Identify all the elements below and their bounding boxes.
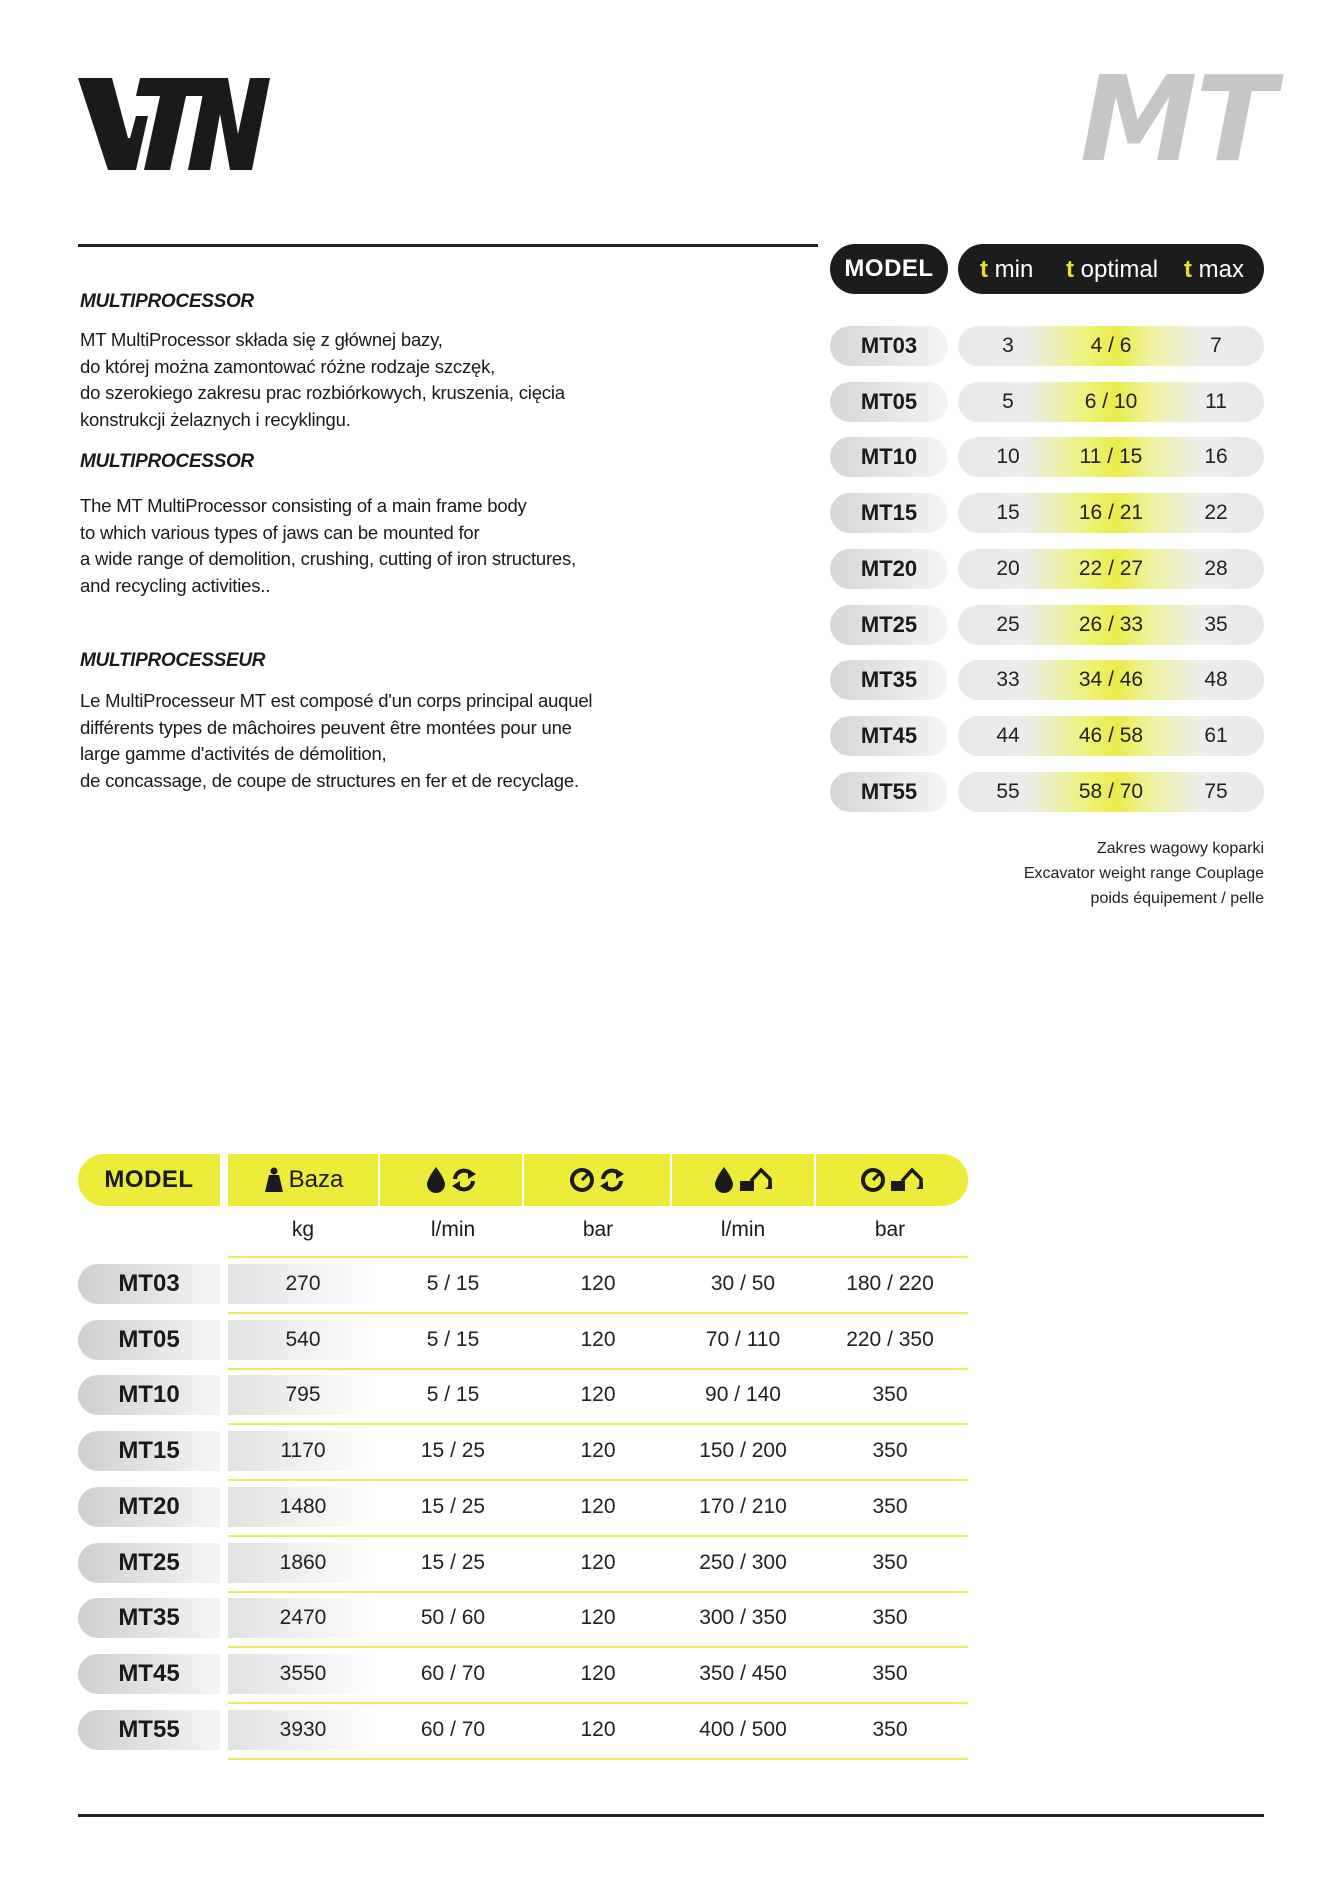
unit-flow-rotation: l/min: [430, 1218, 476, 1241]
min-label: min: [994, 256, 1034, 283]
cell-flow-rotation: 50 / 60: [420, 1606, 486, 1630]
description-line: to which various types of jaws can be mounted for: [80, 521, 480, 543]
spec-table-row: [78, 1592, 968, 1644]
weight-table-row: [830, 716, 1264, 756]
row-model: MT05: [830, 382, 948, 422]
row-range: [958, 716, 1264, 756]
row-range: [958, 605, 1264, 645]
spec-table-row: [78, 1481, 968, 1533]
cell-pressure-rotation: 120: [580, 1494, 616, 1518]
spec-header-flow-excavator: [672, 1154, 814, 1206]
cell-pressure-excavator: 220 / 350: [846, 1327, 934, 1351]
cell-flow-rotation: 60 / 70: [420, 1717, 486, 1741]
row-model: MT15: [830, 493, 948, 533]
cell-t-min: 55: [996, 779, 1020, 803]
cell-t-max: 28: [1204, 556, 1228, 580]
row-model: MT35: [78, 1598, 220, 1638]
cell-weight-kg: 3550: [279, 1661, 327, 1685]
cell-flow-excavator: 170 / 210: [699, 1494, 787, 1518]
spec-header-flow-rotation: [380, 1154, 522, 1206]
cell-t-optimal: 34 / 46: [1078, 668, 1144, 692]
cell-weight-kg: 795: [285, 1383, 321, 1407]
row-divider: [228, 1758, 968, 1760]
row-range: [958, 493, 1264, 533]
cell-t-min: 15: [996, 501, 1020, 525]
weight-table-row: [830, 660, 1264, 700]
cell-pressure-excavator: 350: [872, 1717, 908, 1741]
row-range: [958, 660, 1264, 700]
cell-flow-excavator: 150 / 200: [699, 1439, 787, 1463]
cell-flow-excavator: 30 / 50: [710, 1272, 776, 1295]
weight-icon: [263, 1167, 285, 1193]
cell-pressure-rotation: 120: [580, 1550, 616, 1574]
row-model: MT03: [830, 326, 948, 366]
cell-t-min: 44: [996, 723, 1020, 747]
description-line: a wide range of demolition, crushing, cutting of iron structures,: [80, 548, 577, 569]
cell-t-optimal: 22 / 27: [1078, 556, 1144, 580]
spec-header-pressure-rotation: [524, 1154, 670, 1206]
cell-flow-excavator: 250 / 300: [699, 1550, 787, 1574]
weight-table-row: [830, 326, 1264, 366]
spec-table-row: [78, 1314, 968, 1366]
unit-pressure-excavator: bar: [874, 1218, 906, 1241]
weight-table-row: [830, 549, 1264, 589]
description-line: différents types de mâchoires peuvent être montées pour une: [80, 716, 572, 738]
row-model: MT55: [830, 772, 948, 812]
row-model: MT45: [830, 716, 948, 756]
spec-table-row: [78, 1258, 968, 1310]
description-line: do szerokiego zakresu prac rozbiórkowych, kruszenia, cięcia: [80, 382, 565, 403]
cell-t-optimal: 46 / 58: [1078, 723, 1144, 747]
bottom-divider: [78, 1814, 1264, 1817]
cell-flow-rotation: 60 / 70: [420, 1661, 486, 1685]
row-range: [958, 772, 1264, 812]
spec-table-row: [78, 1425, 968, 1477]
description-line: and recycling activities..: [80, 574, 271, 596]
description-body-fr: [80, 688, 700, 794]
cell-t-optimal: 16 / 21: [1078, 501, 1144, 525]
cell-flow-excavator: 400 / 500: [699, 1717, 787, 1741]
row-model: MT10: [78, 1375, 220, 1415]
spec-header-weight: [228, 1154, 378, 1206]
row-model: MT55: [78, 1710, 220, 1750]
cell-t-min: 3: [1002, 334, 1014, 357]
cell-t-max: 7: [1210, 334, 1222, 357]
header-t-max: [1184, 256, 1244, 284]
cell-t-optimal: 11 / 15: [1079, 445, 1143, 469]
cell-flow-excavator: 300 / 350: [699, 1606, 787, 1630]
row-model: MT15: [78, 1431, 220, 1471]
cell-weight-kg: 540: [285, 1327, 321, 1351]
pressure-gauge-icon: [860, 1167, 886, 1193]
rotation-icon: [599, 1167, 625, 1193]
cell-pressure-excavator: 350: [872, 1383, 908, 1407]
unit-weight: kg: [291, 1218, 315, 1241]
spec-table-row: [78, 1537, 968, 1589]
cell-pressure-rotation: 120: [580, 1272, 616, 1295]
weight-table-row: [830, 772, 1264, 812]
cell-t-optimal: 26 / 33: [1078, 612, 1144, 636]
cell-pressure-rotation: 120: [580, 1439, 616, 1463]
cell-weight-kg: 1860: [279, 1550, 327, 1574]
spec-table-row: [78, 1369, 968, 1421]
header-t-optimal: [1066, 256, 1158, 284]
cell-t-min: 25: [996, 612, 1020, 636]
description-title-en: MULTIPROCESSOR: [80, 451, 254, 472]
brand-logo: [78, 78, 270, 170]
cell-pressure-rotation: 120: [580, 1327, 616, 1351]
cell-weight-kg: 270: [285, 1272, 321, 1295]
cell-t-min: 33: [996, 668, 1020, 692]
row-model: MT20: [78, 1487, 220, 1527]
description-line: konstrukcji żelaznych i recyklingu.: [80, 408, 351, 430]
caption-line: poids équipement / pelle: [1090, 890, 1264, 907]
description-title-pl: MULTIPROCESSOR: [80, 291, 254, 312]
cell-flow-excavator: 350 / 450: [699, 1661, 787, 1685]
pressure-gauge-icon: [569, 1167, 595, 1193]
cell-pressure-rotation: 120: [580, 1717, 616, 1741]
cell-pressure-rotation: 120: [580, 1606, 616, 1630]
cell-t-max: 11: [1205, 389, 1227, 413]
cell-weight-kg: 1170: [280, 1439, 326, 1463]
t-prefix: t: [1184, 256, 1192, 283]
cell-weight-kg: 2470: [279, 1606, 327, 1630]
description-line: The MT MultiProcessor consisting of a main frame body: [80, 495, 527, 516]
row-model: MT20: [830, 549, 948, 589]
cell-t-min: 20: [996, 556, 1020, 580]
cell-flow-rotation: 15 / 25: [420, 1494, 486, 1518]
spec-header-model: MODEL: [78, 1154, 220, 1206]
description-line: MT MultiProcessor składa się z głównej bazy,: [80, 329, 443, 350]
description-line: Le MultiProcesseur MT est composé d'un corps principal auquel: [80, 690, 593, 711]
cell-pressure-excavator: 350: [872, 1494, 908, 1518]
row-model: MT25: [830, 605, 948, 645]
weight-table-row: [830, 382, 1264, 422]
cell-pressure-excavator: 350: [872, 1661, 908, 1685]
description-body-pl: [80, 327, 700, 433]
row-model: MT03: [78, 1264, 220, 1304]
cell-flow-rotation: 15 / 25: [420, 1550, 486, 1574]
product-code: MT: [1080, 50, 1274, 188]
weight-table-caption: [960, 836, 1264, 911]
weight-table-row: [830, 437, 1264, 477]
cell-weight-kg: 3930: [279, 1717, 327, 1741]
caption-line: Zakres wagowy koparki: [1096, 840, 1264, 857]
excavator-icon: [739, 1167, 773, 1193]
row-range: [958, 549, 1264, 589]
cell-t-max: 61: [1204, 723, 1228, 747]
optimal-label: optimal: [1080, 256, 1159, 283]
spec-header-pressure-excavator: [816, 1154, 968, 1206]
description-line: de concassage, de coupe de structures en fer et de recyclage.: [80, 769, 579, 791]
cell-t-optimal: 6 / 10: [1084, 389, 1138, 413]
row-model: MT10: [830, 437, 948, 477]
cell-flow-excavator: 90 / 140: [705, 1383, 781, 1407]
cell-t-max: 48: [1204, 668, 1228, 692]
cell-t-min: 5: [1002, 389, 1014, 413]
oil-drop-icon: [425, 1166, 447, 1194]
description-body-en: [80, 493, 700, 599]
header-t-min: [980, 256, 1033, 284]
cell-t-optimal: 4 / 6: [1090, 334, 1132, 357]
cell-flow-rotation: 5 / 15: [426, 1383, 480, 1407]
oil-drop-icon: [713, 1166, 735, 1194]
t-prefix: t: [1066, 256, 1074, 283]
caption-line: Excavator weight range Couplage: [1023, 865, 1264, 882]
cell-flow-rotation: 5 / 15: [426, 1327, 480, 1351]
cell-t-min: 10: [996, 445, 1020, 469]
cell-t-optimal: 58 / 70: [1078, 779, 1144, 803]
weight-table-model-header: MODEL: [830, 244, 948, 294]
top-divider: [78, 244, 818, 247]
spec-table-row: [78, 1704, 968, 1756]
baza-label: Baza: [288, 1166, 344, 1193]
max-label: max: [1198, 256, 1245, 283]
unit-flow-excavator: l/min: [720, 1218, 766, 1241]
row-range: [958, 326, 1264, 366]
cell-pressure-rotation: 120: [580, 1383, 616, 1407]
row-model: MT05: [78, 1320, 220, 1360]
description-line: do której można zamontować różne rodzaje szczęk,: [80, 355, 496, 377]
weight-table-range-header: [958, 244, 1264, 294]
rotation-icon: [451, 1167, 477, 1193]
cell-t-max: 22: [1204, 501, 1228, 525]
cell-pressure-rotation: 120: [580, 1661, 616, 1685]
t-prefix: t: [980, 256, 988, 283]
row-model: MT25: [78, 1543, 220, 1583]
unit-pressure-rotation: bar: [582, 1218, 614, 1241]
excavator-icon: [890, 1167, 924, 1193]
cell-flow-rotation: 15 / 25: [420, 1439, 486, 1463]
cell-t-max: 35: [1204, 612, 1228, 636]
description-line: large gamme d'activités de démolition,: [80, 743, 387, 764]
cell-t-max: 16: [1204, 445, 1228, 469]
cell-pressure-excavator: 350: [872, 1439, 908, 1463]
weight-table-row: [830, 493, 1264, 533]
row-model: MT45: [78, 1654, 220, 1694]
vtn-logo-icon: [78, 78, 270, 170]
cell-weight-kg: 1480: [279, 1494, 327, 1518]
row-range: [958, 437, 1264, 477]
cell-flow-rotation: 5 / 15: [426, 1272, 480, 1295]
spec-table-row: [78, 1648, 968, 1700]
cell-pressure-excavator: 350: [872, 1606, 908, 1630]
cell-pressure-excavator: 350: [872, 1550, 908, 1574]
row-model: MT35: [830, 660, 948, 700]
weight-table-row: [830, 605, 1264, 645]
cell-t-max: 75: [1204, 779, 1228, 803]
cell-flow-excavator: 70 / 110: [705, 1327, 781, 1351]
cell-pressure-excavator: 180 / 220: [846, 1272, 934, 1295]
description-title-fr: MULTIPROCESSEUR: [80, 650, 266, 671]
row-range: [958, 382, 1264, 422]
